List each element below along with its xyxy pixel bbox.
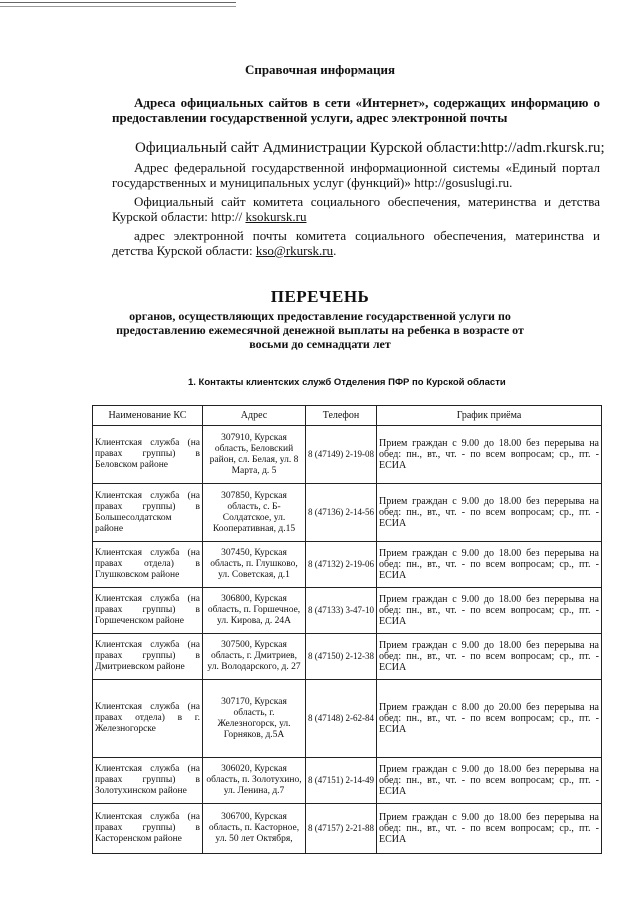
table-row xyxy=(93,542,602,588)
cell-address: 307170, Курская область, г. Железногорск, ул. Горняков, д.5А xyxy=(203,680,306,758)
contacts-table xyxy=(92,405,602,854)
table-row xyxy=(93,680,602,758)
cell-phone: 8 (47150) 2-12-38 xyxy=(306,634,377,680)
cell-phone: 8 (47151) 2-14-49 xyxy=(306,758,377,804)
email-prefix: адрес электронной почты комитета социального обеспечения, материнства и детства Курской области: xyxy=(112,228,600,258)
cell-phone: 8 (47136) 2-14-56 xyxy=(306,484,377,542)
cell-name: Клиентская служба (на правах группы) в Дмитриевском районе xyxy=(93,634,203,680)
cell-address: 306020, Курская область, п. Золотухино, ул. Ленина, д.7 xyxy=(203,758,306,804)
table-row xyxy=(93,588,602,634)
cell-address: 307850, Курская область, с. Б-Солдатское, ул. Кооперативная, д.15 xyxy=(203,484,306,542)
cell-address: 306800, Курская область, п. Горшечное, ул. Кирова, д. 24А xyxy=(203,588,306,634)
site-committee-link[interactable]: ksokursk.ru xyxy=(245,209,307,224)
cell-schedule: Прием граждан с 9.00 до 18.00 без перерыва на обед: пн., вт., чт. - по всем вопросам; ср., пт. - ЕСИА xyxy=(377,804,602,854)
site-portal-text: Адрес федеральной государственной информационной системы «Единый портал государственных и муниципальных услуг (функций)» http://gosuslugi.ru. xyxy=(112,160,600,190)
site-committee-prefix: Официальный сайт комитета социального обеспечения, материнства и детства Курской области: http:// xyxy=(112,194,600,224)
section-title: 1. Контакты клиентских служб Отделения ПФР по Курской области xyxy=(188,377,506,388)
cell-address: 307500, Курская область, г. Дмитриев, ул. Володарского, д. 27 xyxy=(203,634,306,680)
list-title: ПЕРЕЧЕНЬ xyxy=(270,287,370,306)
cell-address: 307450, Курская область, п. Глушково, ул. Советская, д.1 xyxy=(203,542,306,588)
header-name: Наименование КС xyxy=(93,406,203,426)
cell-phone: 8 (47133) 3-47-10 xyxy=(306,588,377,634)
email-text xyxy=(112,228,600,258)
cell-phone: 8 (47148) 2-62-84 xyxy=(306,680,377,758)
cell-schedule: Прием граждан с 9.00 до 18.00 без перерыва на обед: пн., вт., чт. - по всем вопросам; ср., пт. - ЕСИА xyxy=(377,542,602,588)
page-title: Справочная информация xyxy=(244,62,396,77)
cell-schedule: Прием граждан с 9.00 до 18.00 без перерыва на обед: пн., вт., чт. - по всем вопросам; ср., пт. - ЕСИА xyxy=(377,758,602,804)
top-rule xyxy=(0,2,236,3)
site-committee-text xyxy=(112,194,600,224)
email-suffix: . xyxy=(333,243,337,258)
cell-schedule: Прием граждан с 9.00 до 18.00 без перерыва на обед: пн., вт., чт. - по всем вопросам; ср., пт. - ЕСИА xyxy=(377,426,602,484)
table-row xyxy=(93,426,602,484)
table-row xyxy=(93,758,602,804)
cell-phone: 8 (47157) 2-21-88 xyxy=(306,804,377,854)
sites-heading: Адреса официальных сайтов в сети «Интернет», содержащих информацию о предоставлении государственной услуги, адрес электронной почты xyxy=(112,95,600,125)
table-row xyxy=(93,484,602,542)
cell-name: Клиентская служба (на правах группы) в Касторенском районе xyxy=(93,804,203,854)
site-admin-text: Официальный сайт Администрации Курской области:http://adm.rkursk.ru; xyxy=(135,140,605,156)
cell-name: Клиентская служба (на правах группы) в Беловском районе xyxy=(93,426,203,484)
top-rule-2 xyxy=(0,6,236,7)
header-address: Адрес xyxy=(203,406,306,426)
header-schedule: График приёма xyxy=(377,406,602,426)
table-row xyxy=(93,804,602,854)
table-header-row xyxy=(93,406,602,426)
list-subtitle: органов, осуществляющих предоставление государственной услуги по предоставлению ежемесячной денежной выплаты на ребенка в возрасте от восьми до семнадцати лет xyxy=(116,309,524,351)
cell-phone: 8 (47149) 2-19-08 xyxy=(306,426,377,484)
cell-name: Клиентская служба (на правах группы) в Горшеченском районе xyxy=(93,588,203,634)
cell-name: Клиентская служба (на правах группы) в Большесолдатском районе xyxy=(93,484,203,542)
cell-schedule: Прием граждан с 9.00 до 18.00 без перерыва на обед: пн., вт., чт. - по всем вопросам; ср., пт. - ЕСИА xyxy=(377,484,602,542)
cell-name: Клиентская служба (на правах группы) в Золотухинском районе xyxy=(93,758,203,804)
cell-name: Клиентская служба (на правах отдела) в г. Железногорске xyxy=(93,680,203,758)
cell-schedule: Прием граждан с 9.00 до 18.00 без перерыва на обед: пн., вт., чт. - по всем вопросам; ср., пт. - ЕСИА xyxy=(377,634,602,680)
cell-schedule: Прием граждан с 8.00 до 20.00 без перерыва на обед: пн., вт., чт. - по всем вопросам; ср., пт. - ЕСИА xyxy=(377,680,602,758)
cell-address: 307910, Курская область, Беловский район, сл. Белая, ул. 8 Марта, д. 5 xyxy=(203,426,306,484)
email-link[interactable]: kso@rkursk.ru xyxy=(255,243,334,258)
cell-phone: 8 (47132) 2-19-06 xyxy=(306,542,377,588)
header-phone: Телефон xyxy=(306,406,377,426)
table-row xyxy=(93,634,602,680)
cell-name: Клиентская служба (на правах отдела) в Глушковском районе xyxy=(93,542,203,588)
cell-address: 306700, Курская область, п. Касторное, ул. 50 лет Октября, xyxy=(203,804,306,854)
cell-schedule: Прием граждан с 9.00 до 18.00 без перерыва на обед: пн., вт., чт. - по всем вопросам; ср., пт. - ЕСИА xyxy=(377,588,602,634)
